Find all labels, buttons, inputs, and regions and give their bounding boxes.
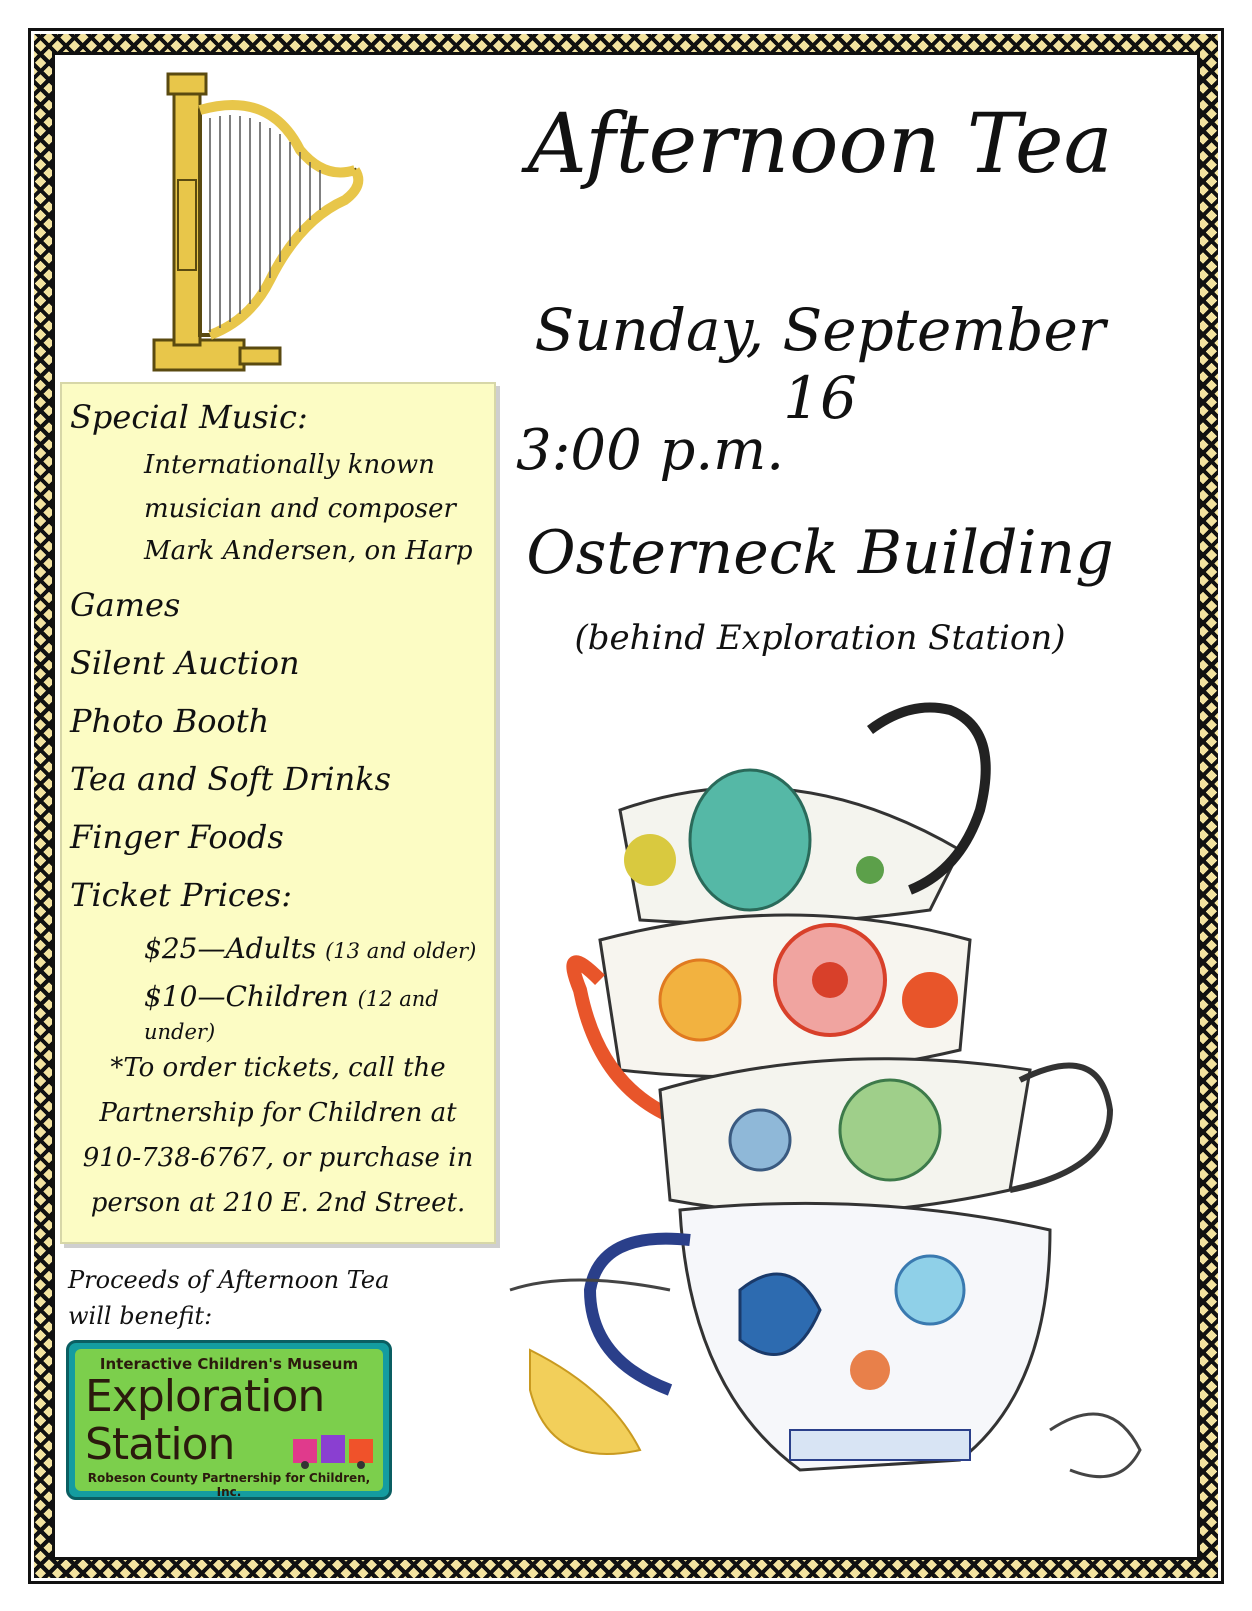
activity-item: Games xyxy=(70,586,181,624)
activity-item: Finger Foods xyxy=(70,818,284,856)
proceeds-line: Proceeds of Afternoon Tea xyxy=(68,1266,390,1294)
event-details-box xyxy=(60,382,496,1244)
proceeds-line: will benefit: xyxy=(68,1302,213,1330)
event-title: Afternoon Tea xyxy=(527,97,1113,192)
teacups-illustration xyxy=(490,690,1190,1550)
activity-item: Tea and Soft Drinks xyxy=(70,760,392,798)
logo-word: Exploration xyxy=(85,1371,325,1422)
proceeds-note xyxy=(68,1262,408,1334)
music-line: Internationally known xyxy=(144,450,435,480)
price-note: (13 and older) xyxy=(325,939,477,963)
logo-inner xyxy=(75,1349,383,1499)
harp-icon xyxy=(150,70,370,375)
order-line: person at 210 E. 2nd Street. xyxy=(90,1188,466,1218)
order-instructions xyxy=(62,1046,494,1226)
event-venue: Osterneck Building xyxy=(526,518,1114,588)
logo-tagline: Interactive Children's Museum xyxy=(99,1355,359,1373)
activity-item: Photo Booth xyxy=(70,702,270,740)
venue-note: (behind Exploration Station) xyxy=(574,618,1066,658)
price-label: $10—Children xyxy=(144,980,349,1013)
logo-word: Station xyxy=(85,1419,235,1470)
abc-blocks-icon xyxy=(291,1433,375,1469)
music-line: Mark Andersen, on Harp xyxy=(144,536,473,566)
activity-item: Silent Auction xyxy=(70,644,300,682)
event-time: 3:00 p.m. xyxy=(515,418,785,483)
price-label: $25—Adults xyxy=(144,932,317,965)
order-line: Partnership for Children at xyxy=(99,1098,457,1128)
music-line: musician and composer xyxy=(144,494,456,524)
price-children xyxy=(144,980,494,1046)
price-note: (12 and under) xyxy=(144,987,439,1044)
price-adults xyxy=(144,932,476,965)
ticket-prices-heading: Ticket Prices: xyxy=(70,876,292,914)
event-date: Sunday, September 16 xyxy=(534,296,1106,432)
order-line: 910-738-6767, or purchase in xyxy=(82,1143,474,1173)
order-line: *To order tickets, call the xyxy=(110,1053,446,1083)
exploration-station-logo xyxy=(66,1340,392,1500)
logo-org: Robeson County Partnership for Children, Inc. xyxy=(87,1471,371,1499)
special-music-heading: Special Music: xyxy=(70,398,308,436)
